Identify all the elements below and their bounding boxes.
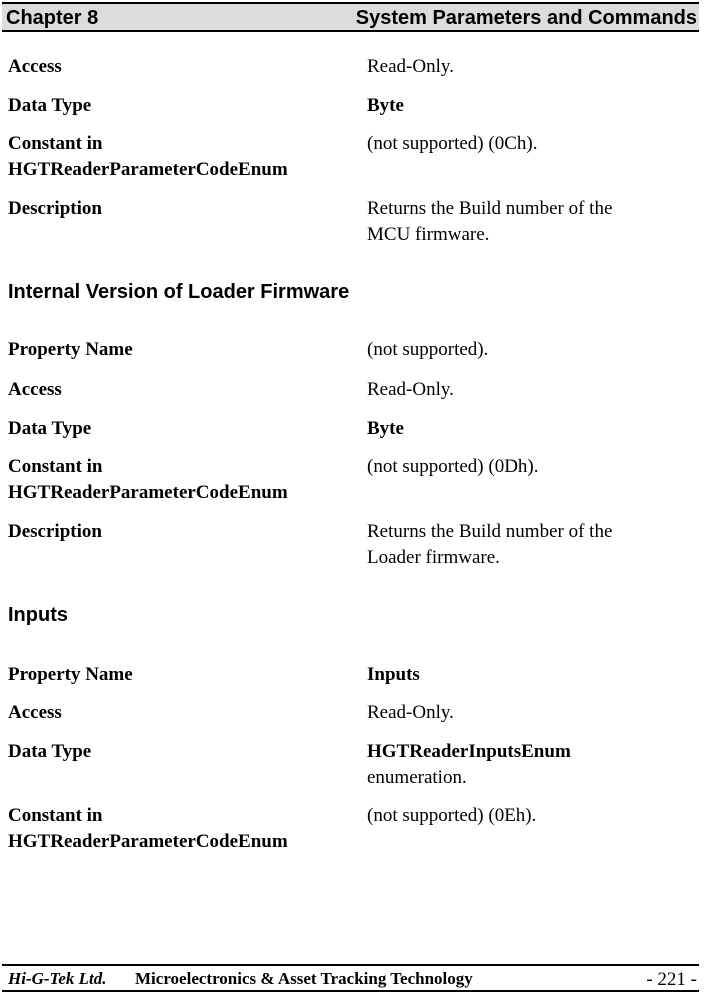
datatype-label: Data Type — [8, 95, 92, 116]
property-value: (not supported). — [367, 339, 489, 360]
datatype-value-line1: HGTReaderInputsEnum — [367, 741, 571, 762]
constant-label-line1: Constant in — [8, 805, 103, 826]
page-number: - 221 - — [646, 969, 697, 990]
access-value: Read-Only. — [367, 379, 454, 400]
description-value — [367, 519, 697, 571]
constant-value: (not supported) (0Dh). — [367, 456, 539, 477]
constant-row — [8, 803, 698, 857]
constant-label — [8, 454, 358, 506]
constant-label — [8, 131, 358, 183]
chapter-label: Chapter 8 — [6, 7, 99, 29]
datatype-value: Byte — [367, 418, 404, 439]
description-row — [8, 519, 698, 573]
section-heading-inputs: Inputs — [8, 604, 68, 626]
description-value — [367, 196, 697, 248]
access-value: Read-Only. — [367, 56, 454, 77]
datatype-value: Byte — [367, 95, 404, 116]
company-tagline: Microelectronics & Asset Tracking Technology — [135, 969, 473, 988]
access-value: Read-Only. — [367, 702, 454, 723]
description-row — [8, 196, 698, 250]
description-label: Description — [8, 521, 102, 542]
description-line2: MCU firmware. — [367, 224, 490, 245]
datatype-value-line2: enumeration. — [367, 767, 467, 788]
description-label: Description — [8, 198, 102, 219]
description-line1: Returns the Build number of the — [367, 198, 613, 219]
access-label: Access — [8, 56, 62, 77]
access-label: Access — [8, 379, 62, 400]
datatype-row — [8, 739, 698, 793]
property-label: Property Name — [8, 664, 133, 685]
constant-value: (not supported) (0Ch). — [367, 133, 538, 154]
constant-label-line2: HGTReaderParameterCodeEnum — [8, 482, 288, 503]
constant-label — [8, 803, 358, 855]
access-label: Access — [8, 702, 62, 723]
datatype-value — [367, 739, 697, 791]
constant-value: (not supported) (0Eh). — [367, 805, 537, 826]
description-line2: Loader firmware. — [367, 547, 500, 568]
property-value: Inputs — [367, 664, 420, 685]
constant-label-line1: Constant in — [8, 133, 103, 154]
description-line1: Returns the Build number of the — [367, 521, 613, 542]
datatype-label: Data Type — [8, 418, 92, 439]
page-footer — [2, 964, 699, 992]
constant-label-line1: Constant in — [8, 456, 103, 477]
constant-row — [8, 131, 698, 185]
chapter-title: System Parameters and Commands — [355, 7, 697, 29]
constant-label-line2: HGTReaderParameterCodeEnum — [8, 159, 288, 180]
datatype-label: Data Type — [8, 741, 92, 762]
property-label: Property Name — [8, 339, 133, 360]
constant-label-line2: HGTReaderParameterCodeEnum — [8, 831, 288, 852]
page-header — [2, 2, 699, 32]
constant-row — [8, 454, 698, 508]
section-heading-loader: Internal Version of Loader Firmware — [8, 281, 350, 303]
company-name: Hi-G-Tek Ltd. — [8, 969, 107, 988]
